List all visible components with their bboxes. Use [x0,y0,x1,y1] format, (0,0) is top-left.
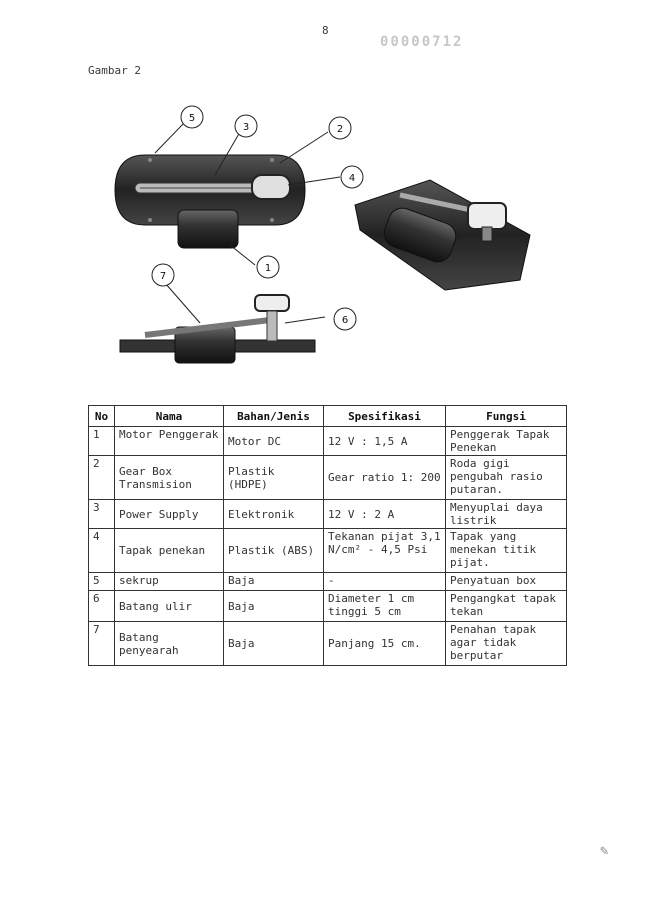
callout-4 [341,166,363,188]
cell-no: 6 [89,591,115,622]
header-no: No [89,406,115,427]
callout-5 [181,106,203,128]
table-row [89,622,567,666]
cell-no: 5 [89,573,115,591]
callout-7 [152,264,174,286]
svg-text:7: 7 [159,271,167,282]
cell-bahan: Motor DC [224,427,324,456]
cell-fungsi: Menyuplai daya listrik [446,500,567,529]
cell-no: 4 [89,529,115,573]
figure-caption: Gambar 2 [88,64,141,77]
cell-nama: Tapak penekan [115,529,224,573]
callout-2 [329,117,351,139]
svg-text:4: 4 [348,173,356,184]
cell-no: 1 [89,427,115,456]
header-nama: Nama [115,406,224,427]
cell-no: 7 [89,622,115,666]
table-row [89,456,567,500]
table-row [89,529,567,573]
cell-spesifikasi: Panjang 15 cm. [324,622,446,666]
cell-nama: sekrup [115,573,224,591]
callout-3 [235,115,257,137]
header-spesifikasi: Spesifikasi [324,406,446,427]
pen-mark-icon: ✎ [600,843,609,859]
cell-spesifikasi: 12 V : 1,5 A [324,427,446,456]
svg-text:1: 1 [264,263,272,274]
cell-nama: Power Supply [115,500,224,529]
callout-1 [257,256,279,278]
table-header-row [89,406,567,427]
page-number: 8 [322,24,329,37]
table-row [89,500,567,529]
cell-nama: Batang penyearah [115,622,224,666]
table-row [89,591,567,622]
document-id: 00000712 [380,34,464,50]
svg-text:5: 5 [188,113,196,124]
table-row [89,573,567,591]
device-figure [100,95,550,375]
cell-bahan: Plastik (ABS) [224,529,324,573]
cell-spesifikasi: Tekanan pijat 3,1 N/cm² - 4,5 Psi [324,529,446,573]
cell-bahan: Baja [224,591,324,622]
cell-bahan: Plastik (HDPE) [224,456,324,500]
header-fungsi: Fungsi [446,406,567,427]
svg-text:3: 3 [242,122,250,133]
component-table [88,405,567,666]
cell-spesifikasi: 12 V : 2 A [324,500,446,529]
cell-fungsi: Penahan tapak agar tidak berputar [446,622,567,666]
cell-fungsi: Pengangkat tapak tekan [446,591,567,622]
cell-bahan: Baja [224,573,324,591]
cell-no: 2 [89,456,115,500]
cell-fungsi: Roda gigi pengubah rasio putaran. [446,456,567,500]
cell-nama: Gear Box Transmision [115,456,224,500]
table-row [89,427,567,456]
cell-no: 3 [89,500,115,529]
cell-fungsi: Penyatuan box [446,573,567,591]
callout-6 [334,308,356,330]
cell-fungsi: Penggerak Tapak Penekan [446,427,567,456]
cell-bahan: Elektronik [224,500,324,529]
cell-fungsi: Tapak yang menekan titik pijat. [446,529,567,573]
top-view-gearbox [115,155,305,248]
svg-text:6: 6 [341,315,349,326]
cell-nama: Motor Penggerak [115,427,224,456]
cell-spesifikasi: Diameter 1 cm tinggi 5 cm [324,591,446,622]
cell-nama: Batang ulir [115,591,224,622]
perspective-view [355,180,530,290]
cell-bahan: Baja [224,622,324,666]
header-bahan-jenis: Bahan/Jenis [224,406,324,427]
side-view [120,295,315,363]
svg-text:2: 2 [336,124,344,135]
cell-spesifikasi: - [324,573,446,591]
cell-spesifikasi: Gear ratio 1: 200 [324,456,446,500]
